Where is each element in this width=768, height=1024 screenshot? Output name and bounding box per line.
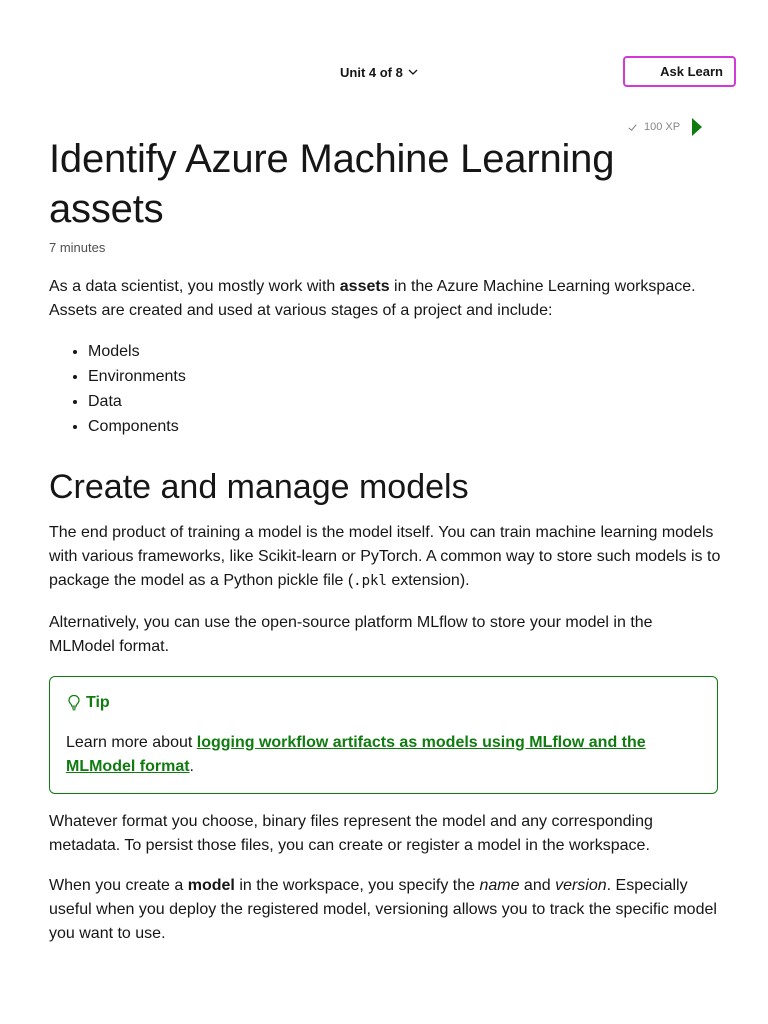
tip-callout [49,676,718,794]
intro-text-before: As a data scientist, you mostly work with [49,278,340,295]
paragraph-training [49,521,721,593]
lightbulb-icon [66,694,82,712]
mlflow-artifacts-link[interactable]: logging workflow artifacts as models using MLflow and the MLModel format [66,734,646,775]
list-item: • Models [88,339,721,364]
tip-label: Tip [86,694,110,711]
intro-bold: assets [339,278,390,295]
tip-header [66,691,701,715]
chevron-down-icon [407,66,419,78]
page-title: Identify Azure Machine Learning assets [49,137,615,231]
intro-text-after: in the Azure Machine Learning workspace. Assets are created and used at various stages of a project and include: [49,278,696,319]
intro-paragraph [49,275,721,323]
list-item: • Components [88,414,721,439]
list-item: • Data [88,389,721,414]
ask-learn-button[interactable] [623,56,736,87]
tip-body [66,731,701,779]
ask-learn-label: Ask Learn [660,64,723,79]
para4-italic-version: version [555,877,607,894]
para4-text-3: and [519,877,556,894]
para4-text-1: When you create a [49,877,188,894]
unit-selector[interactable] [340,62,419,82]
para4-text-4: . Especially useful when you deploy the registered model, versioning allows you to track the specific model you want to use. [49,877,717,942]
duration: 7 minutes [49,240,106,255]
tip-text-before: Learn more about [66,734,197,751]
pkl-code: .pkl [353,573,387,589]
paragraph-mlflow: Alternatively, you can use the open-source platform MLflow to store your model in the MLModel format. [49,614,653,655]
para1-text-after: extension). [386,572,470,589]
tip-text-after: . [189,758,194,775]
para4-italic-name: name [479,877,520,894]
asset-list [49,339,721,439]
para1-text-before: The end product of training a model is the model itself. You can train machine learning models with various frameworks, like Scikit-learn or PyTorch. A common way to store such models is to package the model as a Python pickle file ( [49,524,721,589]
unit-label: Unit 4 of 8 [340,64,403,80]
xp-label: 100 XP [644,121,681,133]
main-content [49,134,721,946]
check-icon [627,122,638,133]
para4-text-2: in the workspace, you specify the [234,877,480,894]
para4-bold: model [187,877,235,894]
paragraph-versioning [49,874,721,946]
section-heading: Create and manage models [49,468,469,506]
list-item: • Environments [88,364,721,389]
paragraph-binary-files: Whatever format you choose, binary files represent the model and any corresponding metadata. To persist those files, you can create or register a model in the workspace. [49,813,653,854]
